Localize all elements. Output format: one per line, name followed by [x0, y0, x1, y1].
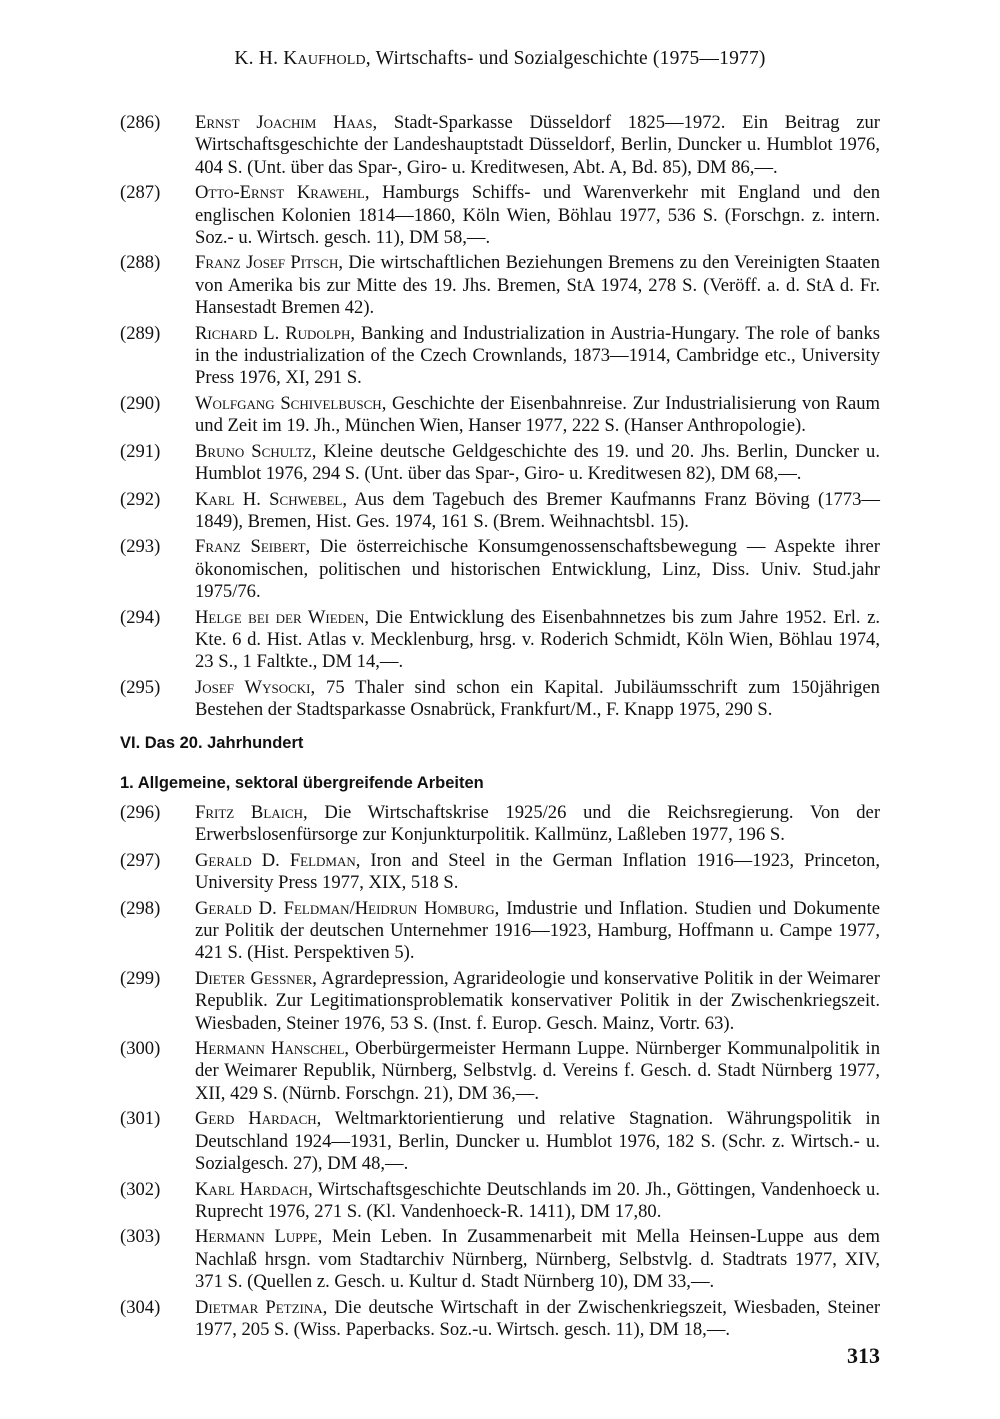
- entry-text: Die österreichische Konsumgenossenschaftsbewegung — Aspekte ihrer ökonomischen, politischen und historischen Entwicklung, Linz, Diss. Univ. Stud.jahr 1975/76.: [195, 536, 880, 603]
- entry-author: Richard L. Rudolph,: [195, 322, 356, 344]
- entry-author: Ernst Joachim Haas,: [195, 112, 378, 133]
- entry-author: Karl Hardach,: [195, 1178, 313, 1200]
- entry-text: Die deutsche Wirtschaft in der Zwischenkriegszeit, Wiesbaden, Steiner 1977, 205 S. (Wiss. Paperbacks. Soz.-u. Wirtsch. gesch. 11), DM 18,—.: [195, 1296, 881, 1340]
- bibliography-entry: [120, 607, 880, 674]
- entry-author: Franz Josef Pitsch,: [195, 252, 343, 274]
- entry-number: (290): [120, 392, 161, 414]
- bibliography-entry: [120, 1179, 880, 1224]
- entry-text: Imdustrie und Inflation. Studien und Dokumente zur Politik der deutschen Unternehmer 1916—1923, Hamburg, Hoffmann u. Campe 1977, 421 S. (Hist. Perspektiven 5).: [195, 897, 880, 964]
- entry-author: Dietmar Petzina,: [195, 1296, 328, 1318]
- entry-author: Gerd Hardach,: [195, 1108, 322, 1130]
- entry-author: Wolfgang Schivelbusch,: [195, 392, 387, 414]
- bibliography-entry: [120, 536, 880, 603]
- entry-text: Kleine deutsche Geldgeschichte des 19. und 20. Jhs. Berlin, Duncker u. Humblot 1976, 294 S. (Unt. über das Spar-, Giro- u. Kreditwesen 82), DM 68,—.: [195, 440, 881, 485]
- entry-author: Hermann Hanschel,: [195, 1038, 350, 1060]
- entry-number: (287): [120, 182, 161, 204]
- bibliography-list-20th-century: [120, 802, 880, 1344]
- page-number: 313: [847, 1343, 880, 1368]
- bibliography-entry: [120, 677, 880, 722]
- entry-number: (296): [120, 802, 161, 823]
- bibliography-entry: [120, 182, 880, 249]
- subsection-heading: 1. Allgemeine, sektoral übergreifende Arbeiten: [120, 774, 484, 792]
- bibliography-entry: [120, 1038, 880, 1105]
- bibliography-entry: [120, 968, 880, 1035]
- header-author: K. H. Kaufhold,: [234, 48, 371, 69]
- entry-author: Gerald D. Feldman,: [195, 849, 361, 871]
- entry-number: (297): [120, 849, 161, 871]
- bibliography-entry: [120, 1297, 880, 1342]
- entry-number: (300): [120, 1038, 161, 1060]
- entry-text: Hamburgs Schiffs- und Warenverkehr mit England und den englischen Kolonien 1814—1860, Köln Wien, Böhlau 1977, 536 S. (Forschgn. z. intern. Soz.- u. Wirtsch. gesch. 11), DM 58,—.: [195, 182, 880, 249]
- entry-text: Mein Leben. In Zusammenarbeit mit Mella Heinsen-Luppe aus dem Nachlaß hrsgn. vom Stadtarchiv Nürnberg, Nürnberg, Selbstvlg. d. Stadtrats 1977, XIV, 371 S. (Quellen z. Gesch. u. Kultur d. Stadt Nürnberg 10), DM 33,—.: [195, 1226, 880, 1293]
- entry-text: Wirtschaftsgeschichte Deutschlands im 20. Jh., Göttingen, Vandenhoeck u. Ruprecht 1976, 271 S. (Kl. Vandenhoeck-R. 1411), DM 17,80.: [195, 1178, 880, 1222]
- entry-number: (304): [120, 1296, 161, 1318]
- bibliography-entry: [120, 323, 880, 390]
- entry-number: (289): [120, 322, 161, 344]
- entry-number: (302): [120, 1178, 161, 1200]
- bibliography-entry: [120, 1226, 880, 1293]
- bibliography-entry: [120, 802, 880, 847]
- entry-number: (299): [120, 967, 161, 989]
- bibliography-entry: [120, 489, 880, 534]
- bibliography-entry: [120, 850, 880, 895]
- bibliography-entry: [120, 898, 880, 965]
- entry-text: Geschichte der Eisenbahnreise. Zur Industrialisierung von Raum und Zeit im 19. Jh., München Wien, Hanser 1977, 222 S. (Hanser Anthropologie).: [195, 392, 880, 437]
- entry-author: Josef Wysocki,: [195, 676, 316, 698]
- entry-text: Aus dem Tagebuch des Bremer Kaufmanns Franz Böving (1773—1849), Bremen, Hist. Ges. 1974, 161 S. (Brem. Weihnachtsbl. 15).: [195, 488, 880, 532]
- entry-author: Bruno Schultz,: [195, 440, 317, 462]
- entry-number: (295): [120, 676, 161, 698]
- entry-author: Hermann Luppe,: [195, 1226, 323, 1248]
- entry-number: (294): [120, 606, 161, 628]
- bibliography-list-19th-century: [120, 112, 880, 725]
- entry-number: (293): [120, 536, 161, 558]
- bibliography-entry: [120, 1108, 880, 1175]
- entry-text: Die Entwicklung des Eisenbahnnetzes bis zum Jahre 1952. Erl. z. Kte. 6 d. Hist. Atlas v. Mecklenburg, hrsg. v. Roderich Schmidt, Köln Wien, Böhlau 1974, 23 S., 1 Faltkte., DM 14,—.: [195, 606, 881, 673]
- entry-text: Die wirtschaftlichen Beziehungen Bremens zu den Vereinigten Staaten von Amerika bis zur Mitte des 19. Jhs. Bremen, StA 1974, 278 S. (Veröff. a. d. StA d. Fr. Hansestadt Bremen 42).: [195, 252, 880, 319]
- bibliography-entry: [120, 393, 880, 438]
- entry-author: Gerald D. Feldman/Heidrun Homburg,: [195, 897, 500, 919]
- entry-text: Iron and Steel in the German Inflation 1916—1923, Princeton, University Press 1977, XIX, 518 S.: [195, 849, 880, 894]
- running-header: [0, 48, 1000, 70]
- entry-author: Fritz Blaich,: [195, 802, 308, 823]
- entry-author: Karl H. Schwebel,: [195, 488, 347, 510]
- entry-number: (298): [120, 897, 161, 919]
- header-title: Wirtschafts- und Sozialgeschichte (1975—1977): [375, 48, 766, 69]
- entry-text: Banking and Industrialization in Austria-Hungary. The role of banks in the industrialization of the Czech Crownlands, 1873—1914, Cambridge etc., University Press 1976, XI, 291 S.: [195, 322, 880, 389]
- entry-text: 75 Thaler sind schon ein Kapital. Jubiläumsschrift zum 150jährigen Bestehen der Stadtsparkasse Osnabrück, Frankfurt/M., F. Knapp 1975, 290 S.: [195, 676, 880, 721]
- entry-author: Otto-Ernst Krawehl,: [195, 182, 370, 204]
- section-heading: VI. Das 20. Jahrhundert: [120, 734, 304, 752]
- entry-number: (288): [120, 252, 161, 274]
- entry-number: (301): [120, 1108, 161, 1130]
- bibliography-entry: [120, 112, 880, 179]
- bibliography-entry: [120, 252, 880, 319]
- entry-text: Stadt-Sparkasse Düsseldorf 1825—1972. Ein Beitrag zur Wirtschaftsgeschichte der Landeshauptstadt Düsseldorf, Berlin, Duncker u. Humblot 1976, 404 S. (Unt. über das Spar-, Giro- u. Kreditwesen, Abt. A, Bd. 85), DM 86,—.: [195, 112, 880, 178]
- entry-author: Helge bei der Wieden,: [195, 606, 370, 628]
- bibliography-entry: [120, 441, 880, 486]
- entry-number: (286): [120, 112, 161, 133]
- entry-author: Franz Seibert,: [195, 536, 311, 558]
- entry-author: Dieter Gessner,: [195, 967, 317, 989]
- entry-text: Oberbürgermeister Hermann Luppe. Nürnberger Kommunalpolitik in der Weimarer Republik, Nürnberg, Selbstvlg. d. Vereins f. Gesch. d. Stadt Nürnberg 1977, XII, 429 S. (Nürnb. Forschgn. 21), DM 36,—.: [195, 1038, 881, 1104]
- entry-number: (303): [120, 1226, 161, 1248]
- entry-text: Weltmarktorientierung und relative Stagnation. Währungspolitik in Deutschland 1924—1931, Berlin, Duncker u. Humblot 1976, 182 S. (Schr. z. Wirtsch.- u. Sozialgesch. 27), DM 48,—.: [195, 1108, 880, 1175]
- entry-text: Die Wirtschaftskrise 1925/26 und die Reichsregierung. Von der Erwerbslosenfürsorge zur Konjunkturpolitik. Kallmünz, Laßleben 1977, 196 S.: [195, 802, 881, 846]
- entry-text: Agrardepression, Agrarideologie und konservative Politik in der Weimarer Republik. Zur Legitimationsproblematik konservativer Politik in der Zwischenkriegszeit. Wiesbaden, Steiner 1976, 53 S. (Inst. f. Europ. Gesch. Mainz, Vortr. 63).: [195, 967, 880, 1034]
- entry-number: (291): [120, 440, 161, 462]
- entry-number: (292): [120, 488, 161, 510]
